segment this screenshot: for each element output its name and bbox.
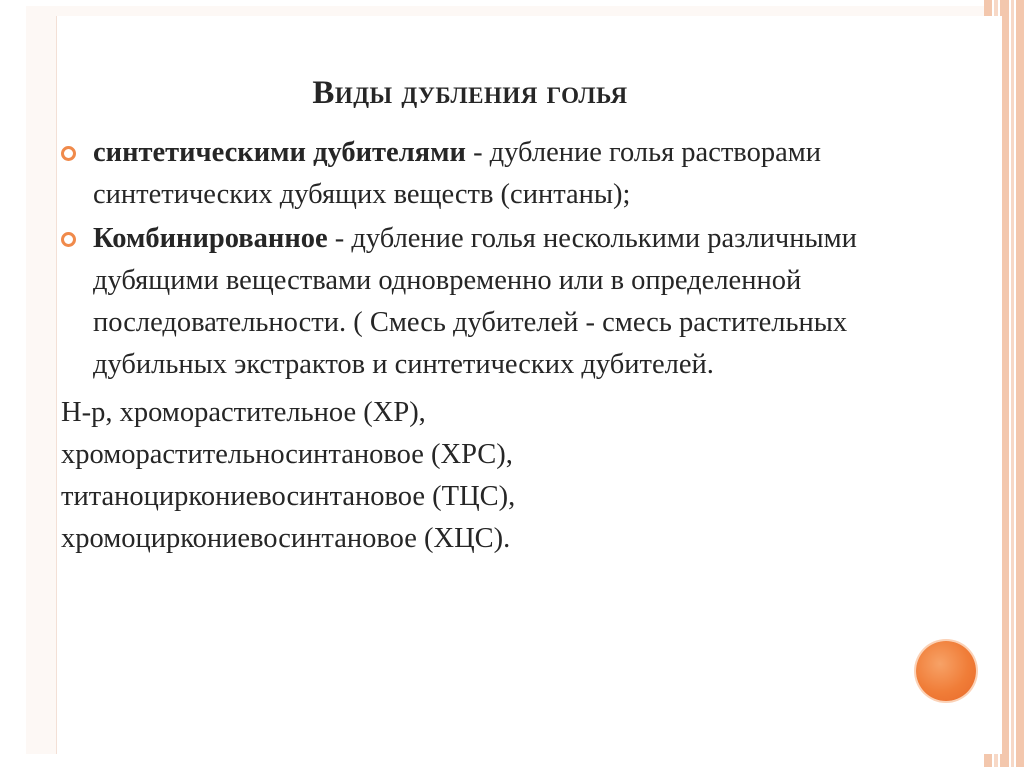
example-line: титаноциркониевосинтановое (ТЦС),	[61, 481, 516, 512]
slide-content	[61, 132, 961, 560]
bullet-text: - дубление голья несколькими различными дубящими веществами одновременно или в определенной последовательности. ( Смесь дубителей - смесь растительных дубильных экстрактов и синтетических дубителей.	[93, 223, 857, 380]
example-line: хроморастительносинтановое (ХРС),	[61, 439, 513, 470]
decor-stripe	[1016, 0, 1024, 767]
decor-stripe	[1011, 0, 1014, 767]
slide-title: Виды дубления голья	[312, 75, 628, 111]
bullet-item	[61, 218, 961, 386]
circle-bullet-icon	[61, 232, 76, 247]
bullet-term: синтетическими дубителями	[93, 137, 466, 168]
decor-circle	[916, 641, 976, 701]
examples-paragraph	[61, 392, 961, 560]
example-line: хромоциркониевосинтановое (ХЦС).	[61, 523, 511, 554]
example-line: Н-р, хроморастительное (ХР),	[61, 397, 426, 428]
circle-bullet-icon	[61, 146, 76, 161]
bullet-term: Комбинированное	[93, 223, 328, 254]
bullet-text: - дубление голья растворами синтетических дубящих веществ (синтаны);	[93, 137, 822, 210]
bullet-item	[61, 132, 961, 216]
